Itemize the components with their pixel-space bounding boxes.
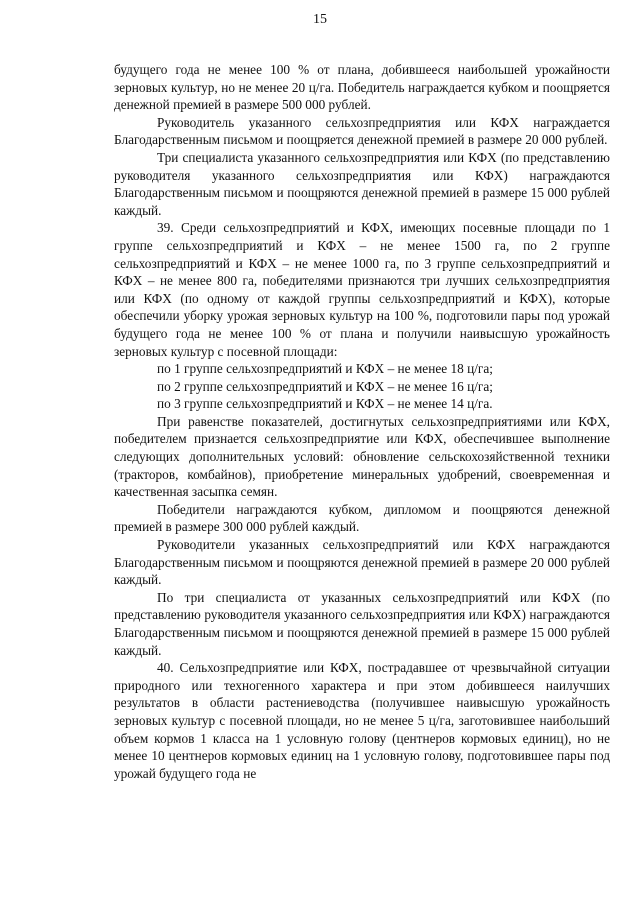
- list-item-group-3: по 3 группе сельхозпредприятий и КФХ – не менее 14 ц/га.: [157, 396, 493, 412]
- paragraph-item-40: 40. Сельхозпредприятие или КФХ, пострадавшее от чрезвычайной ситуации природного или техногенного характера и при этом добившееся наилучших результатов в области растениеводства (получившее наивысшую урожайность зерновых культур с посевной площади, но не менее 5 ц/га, заготовившее наибольший объем кормов 1 класса на 1 условную голову (центнеров кормовых единиц), но не менее 10 центнеров кормовых единиц на 1 условную голову, подготовившее пары под урожай будущего года не: [114, 660, 610, 781]
- list-item-group-1: по 1 группе сельхозпредприятий и КФХ – не менее 18 ц/га;: [157, 361, 493, 377]
- paragraph-item-39: 39. Среди сельхозпредприятий и КФХ, имеющих посевные площади по 1 группе сельхозпредприятий и КФХ – не менее 1500 га, по 2 группе сельхозпредприятий и КФХ – не менее 1000 га, по 3 группе сельхозпредприятий и КФХ – не менее 800 га, победителями признаются три лучших сельхозпредприятия или КФХ (по одному от каждой группы сельхозпредприятий и КФХ), которые обеспечили уборку урожая зерновых культур на 100 %, подготовили пары под урожай будущего года не менее 100 % от плана и получили наивысшую урожайность зерновых культур с посевной площади:: [114, 220, 610, 359]
- paragraph-managers-award: Руководители указанных сельхозпредприятий или КФХ награждаются Благодарственным письмом и поощряются денежной премией в размере 20 000 рублей каждый.: [114, 537, 610, 588]
- paragraph-specialists-award-39: По три специалиста от указанных сельхозпредприятий или КФХ (по представлению руководителя указанного сельхозпредприятия или КФХ) награждаются Благодарственным письмом и поощряются денежной премией в размере 15 000 рублей каждый.: [114, 589, 610, 658]
- document-body: [114, 61, 610, 782]
- paragraph-manager-award: Руководитель указанного сельхозпредприятия или КФХ награждается Благодарственным письмом и поощряется денежной премией в размере 20 000 рублей.: [114, 114, 610, 148]
- paragraph-winners-award: Победители награждаются кубком, дипломом и поощряются денежной премией в размере 300 000 рублей каждый.: [114, 501, 610, 535]
- paragraph-award-winner: будущего года не менее 100 % от плана, добившееся наибольшей урожайности зерновых культур, но не менее 20 ц/га. Победитель награждается кубком и поощряется денежной премией в размере 500 000 рублей.: [114, 62, 610, 113]
- paragraph-tie-rule: При равенстве показателей, достигнутых сельхозпредприятиями или КФХ, победителем признается сельхозпредприятие или КФХ, обеспечившее выполнение следующих дополнительных условий: обновление сельскохозяйственной техники (тракторов, комбайнов), приобретение минеральных удобрений, своевременная и качественная засыпка семян.: [114, 413, 610, 500]
- paragraph-specialists-award: Три специалиста указанного сельхозпредприятия или КФХ (по представлению руководителя указанного сельхозпредприятия или КФХ) награждаются Благодарственным письмом и поощряются денежной премией в размере 15 000 рублей каждый.: [114, 149, 610, 218]
- list-item-group-2: по 2 группе сельхозпредприятий и КФХ – не менее 16 ц/га;: [157, 378, 493, 394]
- page-number: 15: [313, 12, 327, 27]
